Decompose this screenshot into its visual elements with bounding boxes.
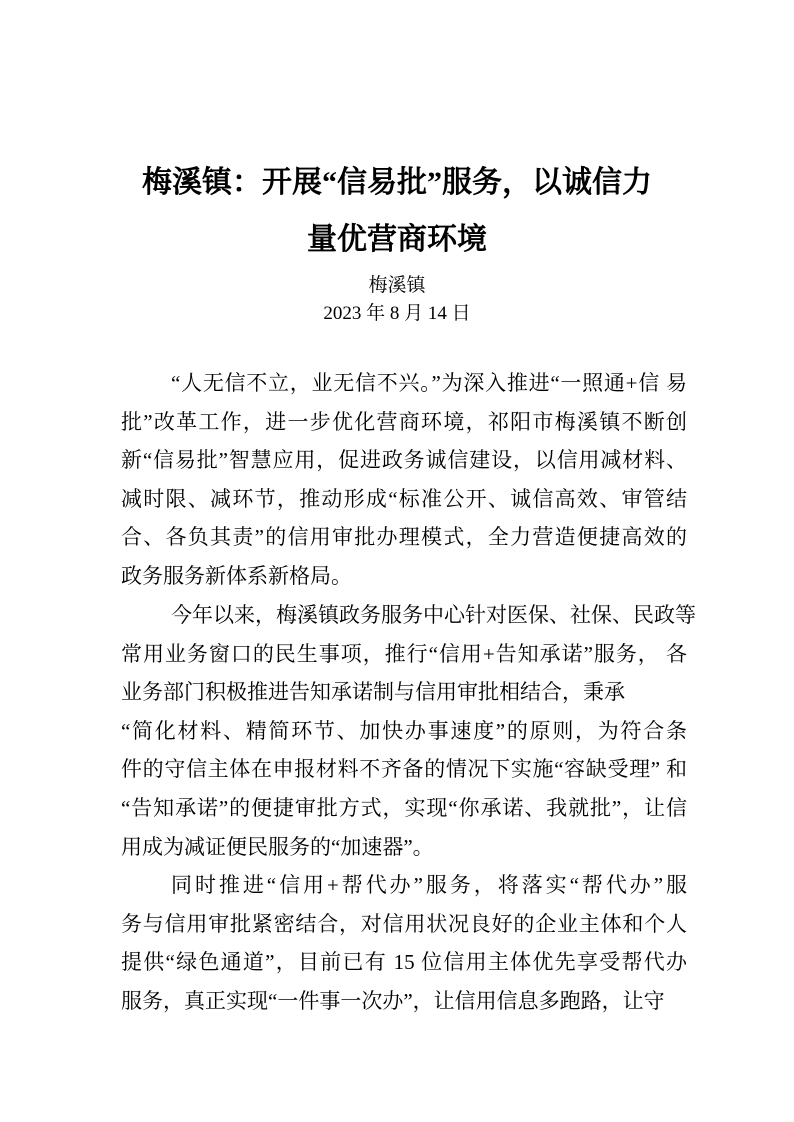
paragraph-1 [121,364,687,596]
paragraph-line: 同时推进“信用+帮代办”服务，将落实“帮代办”服 [171,873,687,897]
paragraph-line: 合、各负其责”的信用审批办理模式，全力营造便捷高效的 [121,525,687,550]
publish-date: 2023 年 8 月 14 日 [323,303,471,324]
author: 梅溪镇 [368,275,426,296]
document-title-line-1: 梅溪镇：开展“信易批”服务，以诚信力 [142,166,652,199]
paragraph-line: 用成为减证便民服务的“加速器”。 [121,834,434,859]
paragraph-3 [121,866,687,1020]
paragraph-line: “人无信不立，业无信不兴。”为深入推进“一照通+信 易 [171,371,687,395]
paragraph-line: 提供“绿色通道”，目前已有 15 位信用主体优先享受帮代办 [121,950,687,975]
paragraph-line: “简化材料、精简环节、加快办事速度”的原则，为符合条 [121,718,687,743]
paragraph-line: 今年以来，梅溪镇政务服务中心针对医保、社保、民政等 [171,603,696,627]
paragraph-line: 服务，真正实现“一件事一次办”，让信用信息多跑路，让守 [121,988,665,1013]
paragraph-line: 件的守信主体在申报材料不齐备的情况下实施“容缺受理” 和 [121,757,687,782]
paragraph-line: 政务服务新体系新格局。 [121,563,352,588]
paragraph-2 [121,596,696,866]
document-title-line-2: 量优营商环境 [307,223,487,256]
paragraph-line: 常用业务窗口的民生事项，推行“信用+告知承诺”服务， 各 [121,641,687,666]
paragraph-line: “告知承诺”的便捷审批方式，实现“你承诺、我就批”，让信 [121,795,687,820]
paragraph-line: 批”改革工作，进一步优化营商环境，祁阳市梅溪镇不断创 [121,409,687,434]
paragraph-line: 业务部门积极推进告知承诺制与信用审批相结合，秉承 [121,680,625,705]
paragraph-line: 新“信易批”智慧应用，促进政务诚信建设，以信用减材料、 [121,448,687,473]
paragraph-line: 务与信用审批紧密结合，对信用状况良好的企业主体和个人 [121,911,687,936]
paragraph-line: 减时限、减环节，推动形成“标准公开、诚信高效、审管结 [121,486,687,511]
